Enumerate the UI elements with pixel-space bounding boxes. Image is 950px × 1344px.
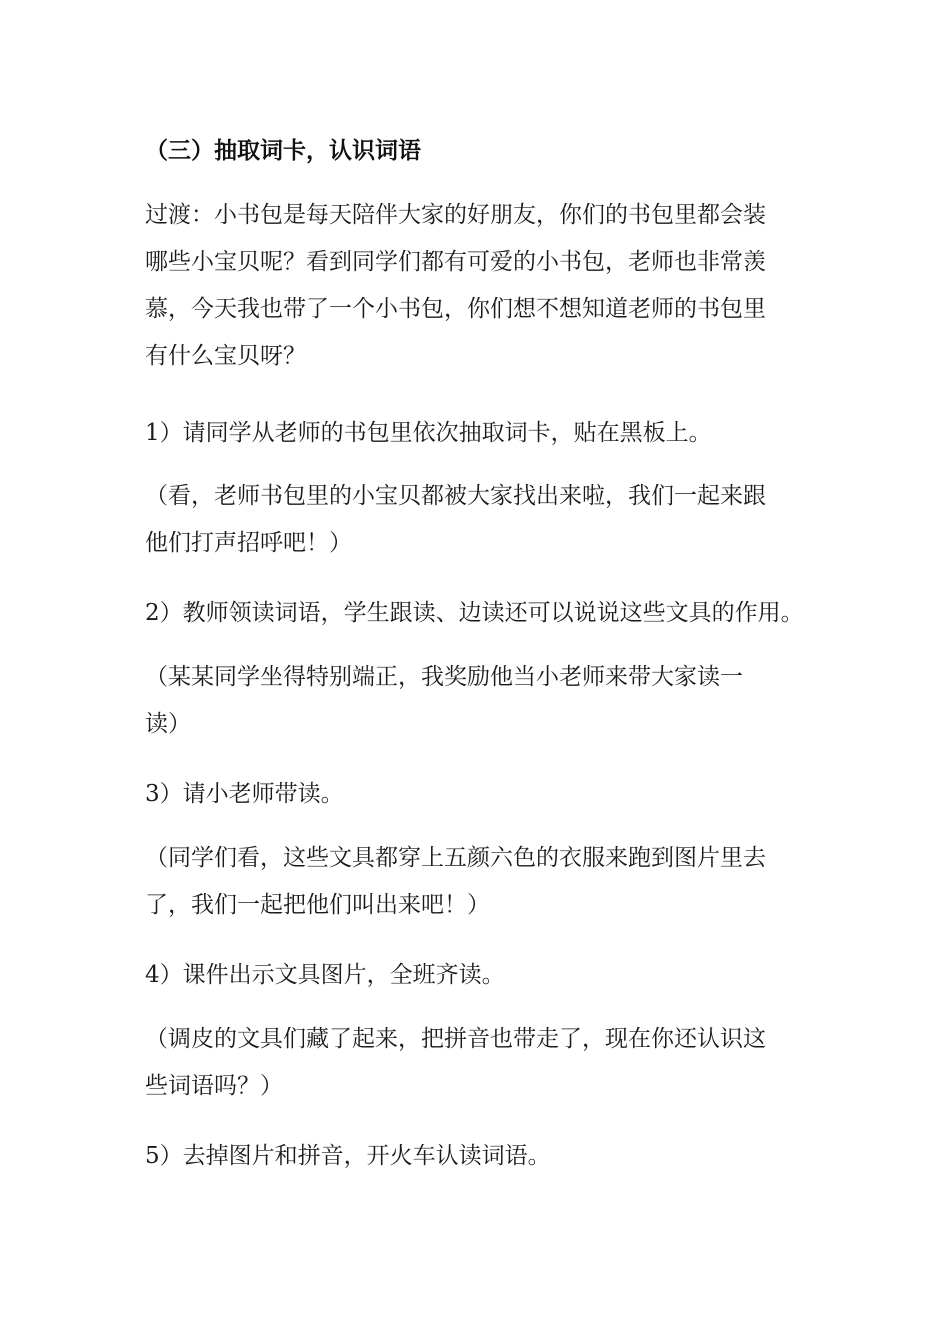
text-line: 些词语吗？） (145, 1073, 283, 1099)
text-line: 4）课件出示文具图片，全班齐读。 (145, 962, 505, 988)
text-line: 读） (145, 711, 191, 737)
paragraph-step-3 (145, 771, 825, 818)
text-line: 5）去掉图片和拼音，开火车认读词语。 (145, 1143, 551, 1169)
paragraph-step-2 (145, 590, 825, 637)
text-line: 哪些小宝贝呢？看到同学们都有可爱的小书包，老师也非常羡 (145, 249, 766, 275)
paragraph-step-5 (145, 1133, 825, 1180)
text-line: 过渡：小书包是每天陪伴大家的好朋友，你们的书包里都会装 (145, 202, 766, 228)
paragraph-step-1 (145, 410, 825, 457)
text-line: 3）请小老师带读。 (145, 781, 344, 807)
paragraph-note-1 (145, 473, 825, 567)
section-heading: （三）抽取词卡，认识词语 (145, 138, 421, 164)
text-line: 2）教师领读词语，学生跟读、边读还可以说说这些文具的作用。 (145, 600, 804, 626)
text-line: 他们打声招呼吧！） (145, 530, 352, 556)
text-line: 了，我们一起把他们叫出来吧！） (145, 892, 490, 918)
paragraph-note-3 (145, 835, 825, 929)
text-line: （同学们看，这些文具都穿上五颜六色的衣服来跑到图片里去 (145, 845, 766, 871)
text-line: （调皮的文具们藏了起来，把拼音也带走了，现在你还认识这 (145, 1026, 766, 1052)
paragraph-transition (145, 192, 825, 380)
text-line: 慕，今天我也带了一个小书包，你们想不想知道老师的书包里 (145, 296, 766, 322)
paragraph-note-2 (145, 654, 825, 748)
paragraph-step-4 (145, 952, 825, 999)
paragraph-note-4 (145, 1016, 825, 1110)
text-line: 有什么宝贝呀？ (145, 343, 306, 369)
text-line: （看，老师书包里的小宝贝都被大家找出来啦，我们一起来跟 (145, 483, 766, 509)
text-line: （某某同学坐得特别端正，我奖励他当小老师来带大家读一 (145, 664, 743, 690)
text-line: 1）请同学从老师的书包里依次抽取词卡，贴在黑板上。 (145, 420, 712, 446)
